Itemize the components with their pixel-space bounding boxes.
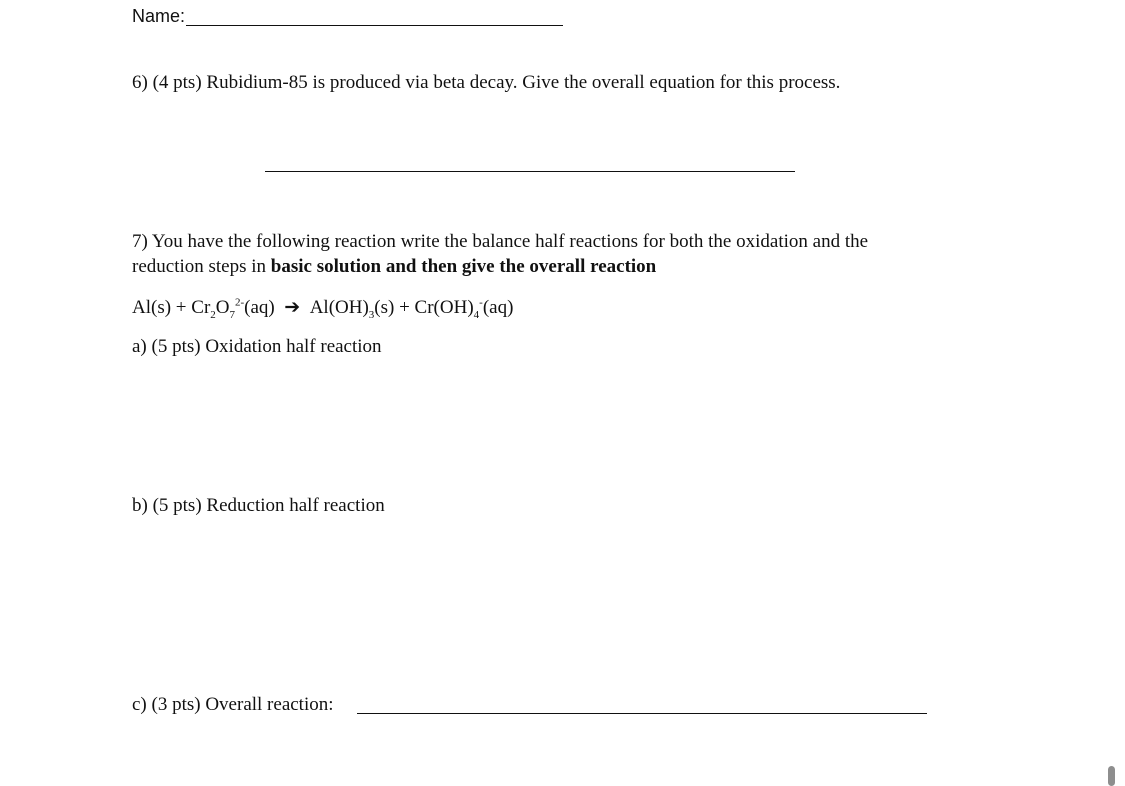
- part-c-answer-line[interactable]: [357, 713, 927, 714]
- part-b-answer-area[interactable]: [132, 527, 932, 677]
- question-7-line-1: 7) You have the following reaction write the balance half reactions for both the oxidation and the: [132, 231, 869, 252]
- name-answer-line[interactable]: [186, 25, 563, 26]
- part-a-label: a) (5 pts) Oxidation half reaction: [132, 336, 382, 357]
- reaction-arrow-icon: ➔: [284, 297, 301, 318]
- name-label: Name:: [132, 6, 186, 26]
- part-b-label: b) (5 pts) Reduction half reaction: [132, 495, 385, 516]
- question-7-line-2-bold: basic solution and then give the overall reaction: [270, 256, 657, 277]
- part-c-label: c) (3 pts) Overall reaction:: [132, 694, 334, 715]
- question-6-answer-line[interactable]: [265, 171, 795, 172]
- reaction-equation: [132, 296, 513, 319]
- question-6-text: 6) (4 pts) Rubidium-85 is produced via beta decay. Give the overall equation for this process.: [132, 72, 841, 93]
- scrollbar-thumb[interactable]: [1108, 766, 1115, 786]
- question-7-line-2: [132, 256, 656, 278]
- products: $Al(OH)_3(s) + Cr(OH)_4^-(aq)$: [309, 296, 514, 321]
- reactant-aluminum: Al(s) +: [132, 297, 187, 318]
- part-a-answer-area[interactable]: [132, 368, 932, 488]
- reactant-dichromate: $Cr_2O_7^{2-}(aq)$: [191, 296, 275, 321]
- question-7-line-2-plain: reduction steps in: [132, 256, 271, 277]
